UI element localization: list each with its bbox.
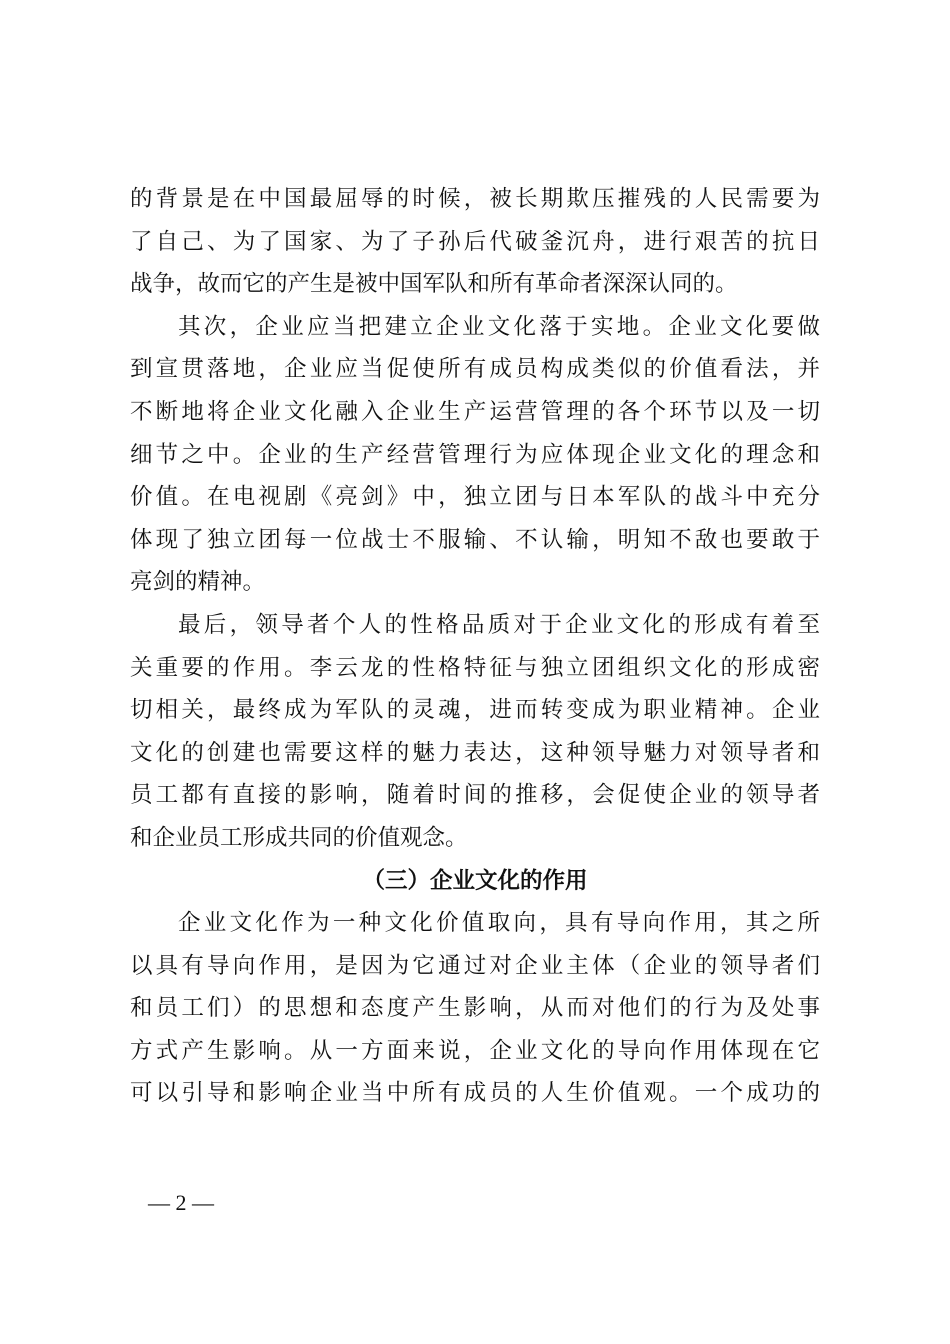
section-heading: （三）企业文化的作用 [362, 867, 588, 894]
text-line: 到宣贯落地，企业应当促使所有成员构成类似的价值看法，并 [130, 356, 820, 383]
text-line: 最后，领导者个人的性格品质对于企业文化的形成有着至 [178, 611, 820, 638]
text-line: 可以引导和影响企业当中所有成员的人生价值观。一个成功的 [130, 1080, 820, 1107]
text-line: 切相关，最终成为军队的灵魂，进而转变成为职业精神。企业 [130, 697, 820, 724]
text-line: 方式产生影响。从一方面来说，企业文化的导向作用体现在它 [130, 1037, 820, 1064]
text-line: 和员工们）的思想和态度产生影响，从而对他们的行为及处事 [130, 995, 820, 1022]
text-line: 其次，企业应当把建立企业文化落于实地。企业文化要做 [178, 313, 820, 340]
text-line: 和企业员工形成共同的价值观念。 [130, 824, 468, 851]
text-line: 体现了独立团每一位战士不服输、不认输，明知不敌也要敢于 [130, 526, 820, 553]
text-line: 亮剑的精神。 [130, 569, 266, 596]
text-line: 的背景是在中国最屈辱的时候，被长期欺压摧残的人民需要为 [130, 186, 820, 212]
text-line: 细节之中。企业的生产经营管理行为应体现企业文化的理念和 [130, 441, 820, 468]
text-line: 关重要的作用。李云龙的性格特征与独立团组织文化的形成密 [130, 654, 820, 681]
page-number: — 2 — [148, 1190, 214, 1215]
text-line: 文化的创建也需要这样的魅力表达，这种领导魅力对领导者和 [130, 739, 820, 766]
text-line: 了自己、为了国家、为了子孙后代破釜沉舟，进行艰苦的抗日 [130, 228, 820, 255]
body-text [130, 178, 820, 1115]
text-line: 企业文化作为一种文化价值取向，具有导向作用，其之所 [178, 910, 820, 937]
text-line: 价值。在电视剧《亮剑》中，独立团与日本军队的战斗中充分 [130, 484, 820, 511]
text-line: 战争，故而它的产生是被中国军队和所有革命者深深认同的。 [130, 271, 738, 298]
text-line: 员工都有直接的影响，随着时间的推移，会促使企业的领导者 [130, 782, 820, 809]
text-line: 以具有导向作用，是因为它通过对企业主体（企业的领导者们 [130, 952, 820, 979]
text-line: 不断地将企业文化融入企业生产运营管理的各个环节以及一切 [130, 398, 820, 425]
